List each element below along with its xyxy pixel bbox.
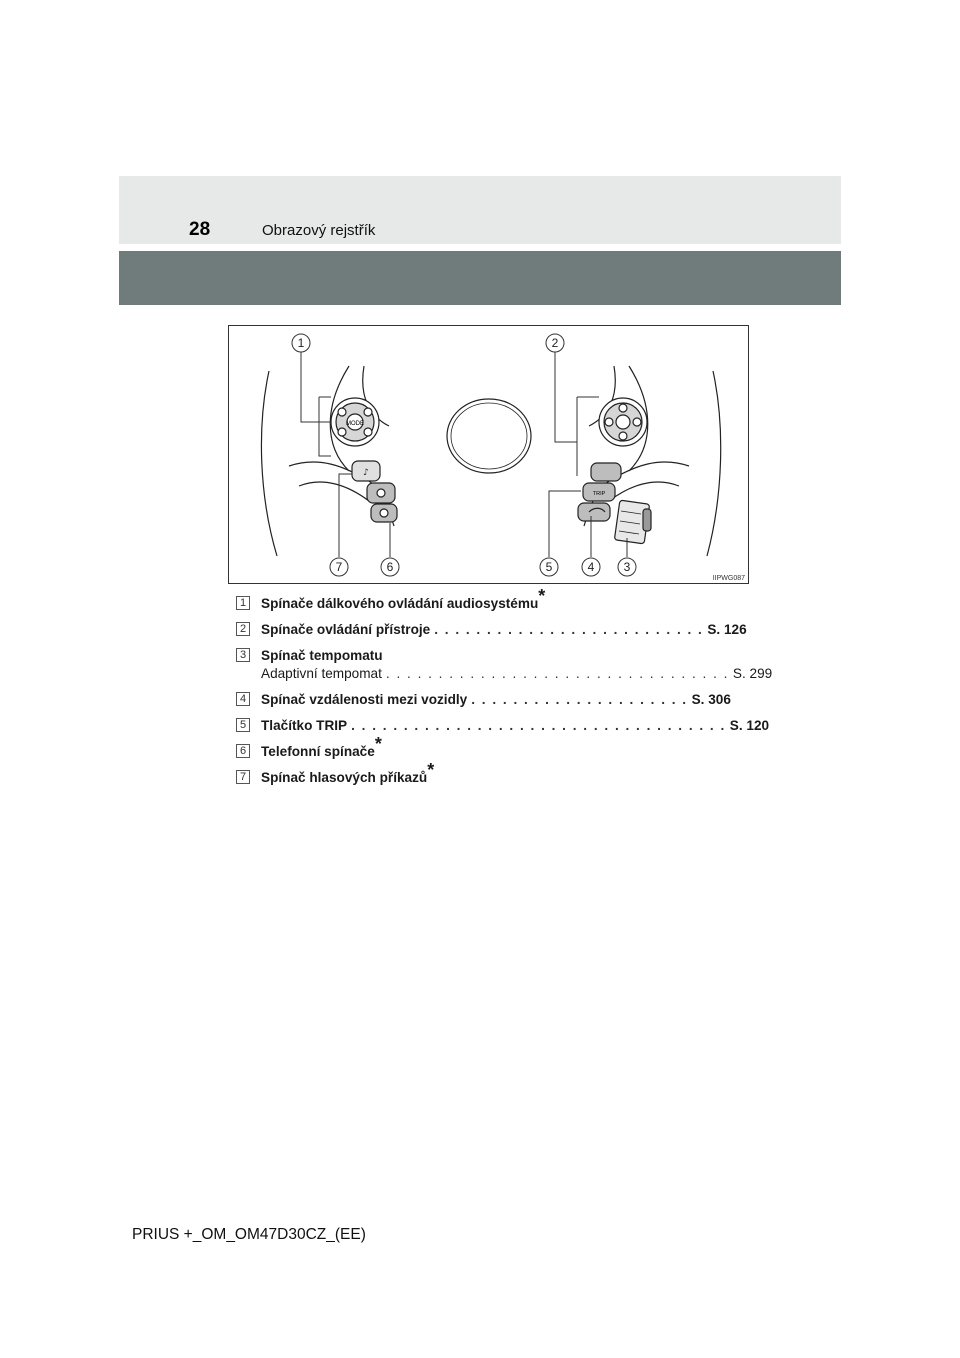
item-title: Telefonní spínače (261, 744, 375, 759)
header-band (119, 176, 841, 244)
item-title: Spínače ovládání přístroje (261, 622, 431, 637)
item-subtitle: Adaptivní tempomat (261, 666, 382, 681)
voice-command-switch (352, 461, 380, 481)
legend-item-1 (236, 586, 726, 621)
legend-item-6 (236, 734, 726, 769)
legend-item-5 (236, 717, 770, 743)
section-divider-band (119, 251, 841, 305)
section-title: Obrazový rejstřík (262, 222, 376, 239)
item-number-badge: 4 (236, 692, 250, 706)
legend-item-2 (236, 621, 747, 647)
dot-leader: . . . . . . . . . . . . . . . . . . . . . . . . . . (434, 622, 704, 637)
item-number-badge: 2 (236, 622, 250, 636)
callout-6: 6 (386, 560, 394, 574)
footer-document-code: PRIUS +_OM_OM47D30CZ_(EE) (132, 1226, 366, 1243)
callout-4: 4 (587, 560, 595, 574)
figure-code: IIPWG087 (712, 575, 745, 582)
callout-1: 1 (297, 336, 305, 350)
dot-leader: . . . . . . . . . . . . . . . . . . . . . (471, 692, 688, 707)
item-number-badge: 5 (236, 718, 250, 732)
mode-button-label: MODE (346, 421, 364, 427)
callout-3: 3 (623, 560, 631, 574)
center-emblem (447, 399, 531, 473)
dot-leader: . . . . . . . . . . . . . . . . . . . . . . . . . . . . . . . . . (385, 666, 729, 681)
item-title: Spínač hlasových příkazů (261, 770, 428, 785)
optional-equipment-star: * (427, 760, 435, 780)
callout-5: 5 (545, 560, 553, 574)
optional-equipment-star: * (538, 586, 546, 606)
cruise-control-lever (614, 500, 651, 544)
trip-button-label: TRIP (592, 491, 606, 497)
page-reference[interactable]: S. 120 (729, 718, 770, 733)
telephone-switches (367, 483, 397, 522)
item-number-badge: 3 (236, 648, 250, 662)
dot-leader: . . . . . . . . . . . . . . . . . . . . . . . . . . . . . . . . . . . . (351, 718, 726, 733)
item-number-badge: 6 (236, 744, 250, 758)
page-reference[interactable]: S. 126 (707, 622, 747, 637)
legend-list (236, 586, 773, 795)
callout-7: 7 (335, 560, 343, 574)
legend-item-4 (236, 691, 731, 717)
optional-equipment-star: * (374, 734, 382, 754)
item-title: Tlačítko TRIP (261, 718, 348, 733)
item-title: Spínač vzdálenosti mezi vozidly (261, 692, 468, 707)
legend-item-7 (236, 760, 726, 795)
callout-2: 2 (551, 336, 559, 350)
page-reference[interactable]: S. 306 (691, 692, 731, 707)
page-number: 28 (189, 219, 211, 240)
svg-text:♪: ♪ (363, 468, 369, 478)
legend-item-3 (236, 647, 773, 691)
item-number-badge: 1 (236, 596, 250, 610)
steering-wheel-figure (228, 325, 749, 584)
meter-control-switches (599, 398, 647, 446)
item-title: Spínač tempomatu (261, 648, 383, 663)
item-number-badge: 7 (236, 770, 250, 784)
page-reference[interactable]: S. 299 (732, 666, 773, 681)
steering-wheel-illustration (229, 326, 750, 585)
callout-circles (292, 334, 636, 576)
item-title: Spínače dálkového ovládání audiosystému (261, 596, 539, 611)
